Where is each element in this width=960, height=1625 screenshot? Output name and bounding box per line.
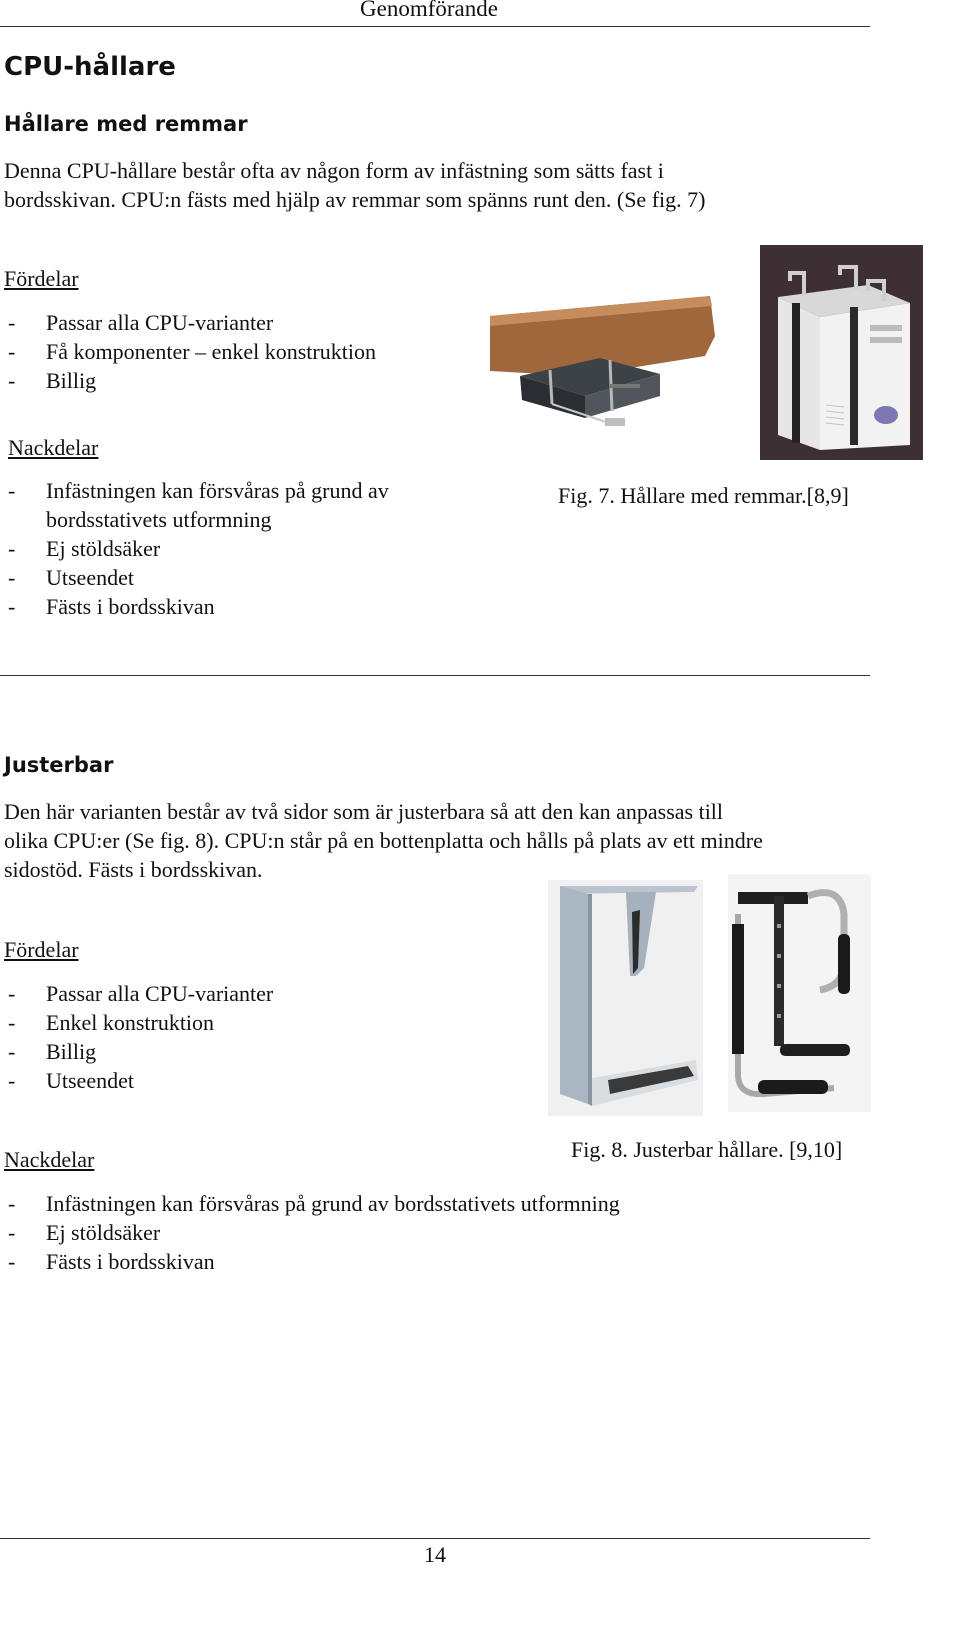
- list-item: - Utseendet: [4, 563, 444, 592]
- paragraph-line: sidostöd. Fästs i bordsskivan.: [4, 857, 263, 882]
- figure-tower-strap-holder: [760, 245, 923, 460]
- section-divider: [0, 675, 870, 676]
- list-item: - Fästs i bordsskivan: [4, 1247, 884, 1276]
- list-item: - Infästningen kan försvåras på grund av bordsstativets utformning: [4, 1189, 884, 1218]
- tower-strap-illustration: [760, 245, 923, 460]
- strap-advantages-list: [4, 308, 474, 395]
- list-item: - Passar alla CPU-varianter: [4, 979, 474, 1008]
- paragraph-line: olika CPU:er (Se fig. 8). CPU:n står på en bottenplatta och hålls på plats av ett mindre: [4, 828, 763, 853]
- adjustable-advantages-label: Fördelar: [4, 937, 79, 962]
- figure-adjustable-bracket: [548, 880, 703, 1116]
- list-item: - Utseendet: [4, 1066, 474, 1095]
- subsection-heading-strap-holder: Hållare med remmar: [4, 112, 248, 136]
- strap-disadvantages-label: Nackdelar: [8, 435, 99, 460]
- figure-adjustable-frame: [728, 874, 871, 1112]
- under-desk-mount-illustration: [490, 296, 715, 441]
- section-title: CPU-hållare: [4, 52, 176, 82]
- figure-under-desk-strap-mount: [490, 296, 715, 441]
- list-item: - Billig: [4, 1037, 474, 1066]
- paragraph-line: Denna CPU-hållare består ofta av någon form av infästning som sätts fast i: [4, 158, 664, 183]
- list-item: - Ej stöldsäker: [4, 534, 444, 563]
- adjustable-disadvantages-label: Nackdelar: [4, 1147, 95, 1172]
- list-item: - Ej stöldsäker: [4, 1218, 884, 1247]
- list-item: - Enkel konstruktion: [4, 1008, 474, 1037]
- list-item: - Passar alla CPU-varianter: [4, 308, 474, 337]
- figure-8-caption: Fig. 8. Justerbar hållare. [9,10]: [571, 1137, 843, 1162]
- strap-advantages-label: Fördelar: [4, 266, 79, 291]
- strap-holder-description: [4, 156, 884, 214]
- paragraph-line: bordsskivan. CPU:n fästs med hjälp av remmar som spänns runt den. (Se fig. 7): [4, 187, 706, 212]
- footer-rule: [0, 1538, 870, 1539]
- strap-disadvantages-list: [4, 476, 444, 621]
- paragraph-line: Den här varianten består av två sidor som är justerbara så att den kan anpassas till: [4, 799, 724, 824]
- header-rule: [0, 26, 870, 27]
- page-number: 14: [424, 1542, 446, 1567]
- figure-7-caption: Fig. 7. Hållare med remmar.[8,9]: [558, 483, 849, 508]
- adjustable-bracket-illustration: [548, 880, 703, 1116]
- list-item: - Få komponenter – enkel konstruktion: [4, 337, 474, 366]
- list-item: - Fästs i bordsskivan: [4, 592, 444, 621]
- list-item: - Infästningen kan försvåras på grund av bordsstativets utformning: [4, 476, 444, 534]
- adjustable-description: [4, 797, 884, 884]
- subsection-heading-adjustable: Justerbar: [4, 753, 114, 777]
- adjustable-disadvantages-list: [4, 1189, 884, 1276]
- list-item: - Billig: [4, 366, 474, 395]
- adjustable-advantages-list: [4, 979, 474, 1095]
- adjustable-frame-illustration: [728, 874, 871, 1112]
- running-header: Genomförande: [360, 0, 498, 21]
